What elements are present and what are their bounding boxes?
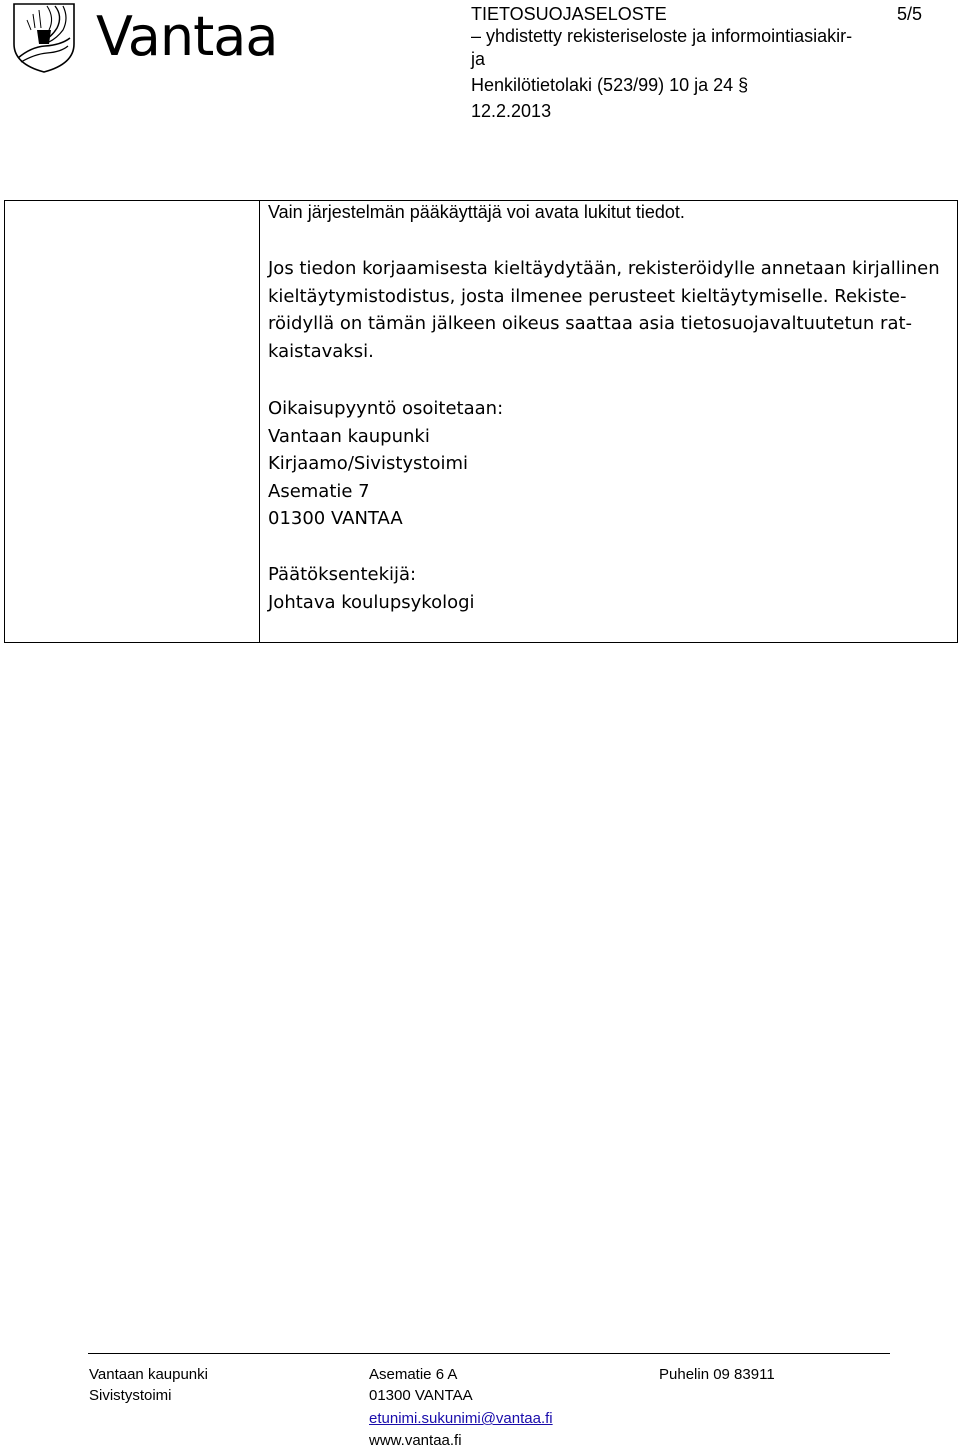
text-line: Vain järjestelmän pääkäyttäjä voi avata lukitut tiedot.: [268, 202, 685, 222]
footer-divider: [88, 1353, 890, 1354]
footer-department: Sivistystoimi: [89, 1387, 172, 1404]
text-line: Vantaan kaupunki: [268, 425, 430, 447]
refusal-paragraph: [268, 255, 958, 365]
text-line: kaistavaksi.: [268, 340, 374, 362]
text-line: Oikaisupyyntö osoitetaan:: [268, 398, 504, 419]
document-subtitle-line-2: ja: [471, 49, 486, 69]
text-line: kieltäytymistodistus, josta ilmenee perusteet kieltäytymiselle. Rekiste-: [268, 285, 907, 307]
legal-reference: Henkilötietolaki (523/99) 10 ja 24 §: [471, 75, 749, 95]
vantaa-coat-of-arms-logo: [11, 0, 77, 74]
footer-website[interactable]: www.vantaa.fi: [369, 1432, 462, 1449]
text-line: Johtava koulupsykologi: [268, 591, 475, 613]
footer-phone: Puhelin 09 83911: [659, 1366, 775, 1383]
text-line: 01300 VANTAA: [268, 508, 403, 529]
footer-postal-address: 01300 VANTAA: [369, 1387, 473, 1404]
locked-info-note: [268, 199, 958, 227]
correction-request-address: [268, 395, 958, 533]
document-title: TIETOSUOJASELOSTE: [471, 4, 667, 24]
page-number: 5/5: [897, 4, 923, 24]
footer-street-address: Asematie 6 A: [369, 1366, 458, 1383]
text-line: Jos tiedon korjaamisesta kieltäydytään, rekisteröidylle annetaan kirjallinen: [268, 258, 940, 279]
table-column-divider: [259, 200, 260, 643]
vantaa-wordmark: Vantaa: [96, 5, 278, 68]
text-line: Asematie 7: [268, 480, 370, 502]
document-subtitle-line-1: – yhdistetty rekisteriseloste ja informointiasiakir-: [471, 26, 853, 46]
footer-organization: Vantaan kaupunki: [89, 1366, 208, 1383]
text-line: Kirjaamo/Sivistystoimi: [268, 453, 469, 474]
text-line: röidyllä on tämän jälkeen oikeus saattaa asia tietosuojavaltuutetun rat-: [268, 313, 913, 334]
document-date: 12.2.2013: [471, 101, 552, 121]
footer-email-link[interactable]: etunimi.sukunimi@vantaa.fi: [369, 1410, 553, 1427]
text-line: Päätöksentekijä:: [268, 564, 417, 585]
decision-maker: [268, 561, 958, 616]
